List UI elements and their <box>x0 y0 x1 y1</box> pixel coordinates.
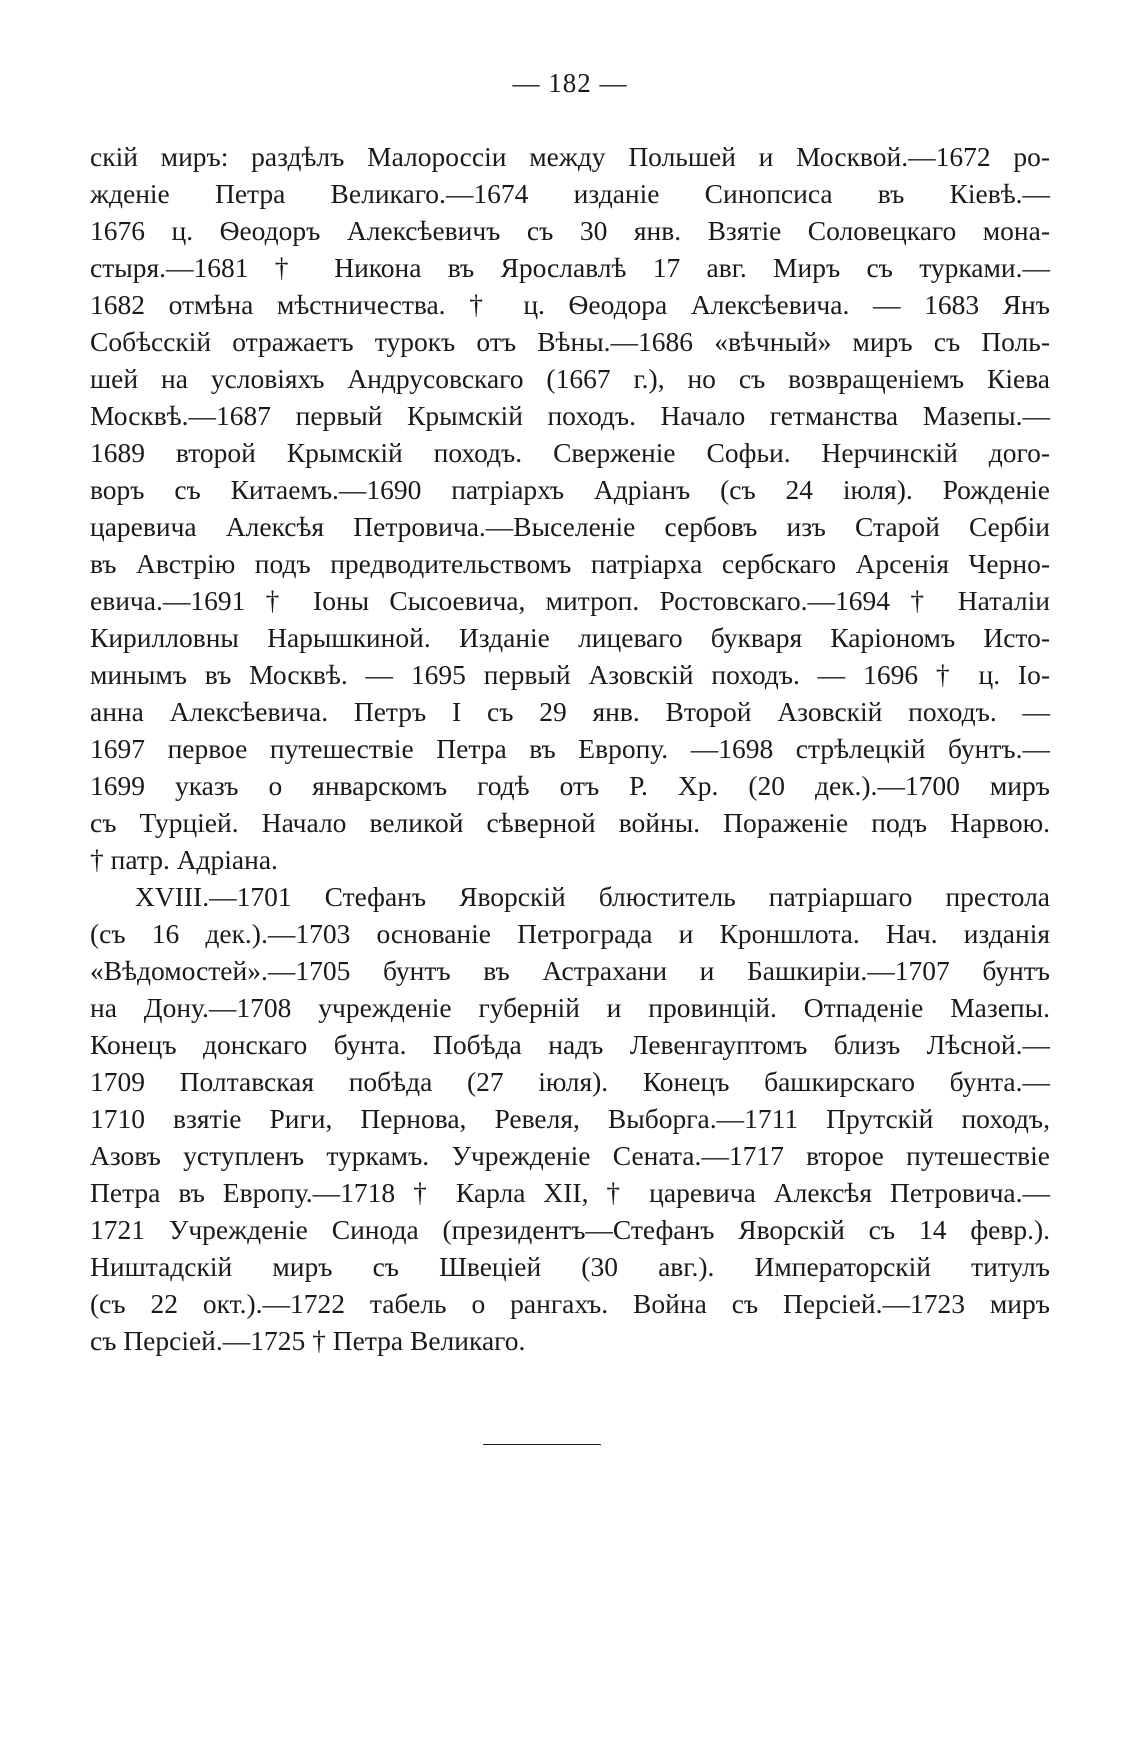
text-line: жденіе Петра Великаго.—1674 изданіе Синопсиса въ Кіевѣ.— <box>90 178 1050 209</box>
text-line: Кирилловны Нарышкиной. Изданіе лицеваго букваря Каріономъ Исто- <box>90 622 1050 653</box>
section-divider <box>483 1444 601 1445</box>
text-line: минымъ въ Москвѣ. — 1695 первый Азовскій походъ. — 1696 † ц. Іо- <box>90 659 1050 690</box>
text-line: Собѣсскій отражаетъ турокъ отъ Вѣны.—1686 «вѣчный» миръ съ Поль- <box>90 326 1050 357</box>
text-line: воръ съ Китаемъ.—1690 патріархъ Адріанъ (съ 24 іюля). Рожденіе <box>90 474 1050 505</box>
text-line: † патр. Адріана. <box>90 844 278 875</box>
text-line: 1699 указъ о январскомъ годѣ отъ Р. Хр. (20 дек.).—1700 миръ <box>90 770 1050 801</box>
text-line: Москвѣ.—1687 первый Крымскій походъ. Начало гетманства Мазепы.— <box>90 400 1050 431</box>
text-line: съ Турціей. Начало великой сѣверной войны. Пораженіе подъ Нарвою. <box>90 807 1050 838</box>
text-line: 1682 отмѣна мѣстничества. † ц. Ѳеодора Алексѣевича. — 1683 Янъ <box>90 289 1050 320</box>
text-line: (съ 22 окт.).—1722 табель о рангахъ. Война съ Персіей.—1723 миръ <box>90 1288 1050 1319</box>
page-number: — 182 — <box>512 68 628 98</box>
text-line: стыря.—1681 † Никона въ Ярославлѣ 17 авг. Миръ съ турками.— <box>90 252 1050 283</box>
text-line: Азовъ уступленъ туркамъ. Учрежденіе Сената.—1717 второе путешествіе <box>90 1140 1050 1171</box>
text-line: 1676 ц. Ѳеодоръ Алексѣевичъ съ 30 янв. Взятіе Соловецкаго мона- <box>90 215 1050 246</box>
text-line: 1709 Полтавская побѣда (27 іюля). Конецъ башкирскаго бунта.— <box>90 1066 1050 1097</box>
text-line: евича.—1691 † Іоны Сысоевича, митроп. Ростовскаго.—1694 † Наталіи <box>90 585 1050 616</box>
text-line: Ништадскій миръ съ Швеціей (30 авг.). Императорскій титулъ <box>90 1251 1050 1282</box>
text-line: Петра въ Европу.—1718 † Карла XII, † царевича Алексѣя Петровича.— <box>90 1177 1050 1208</box>
text-line: 1710 взятіе Риги, Пернова, Ревеля, Выборга.—1711 Прутскій походъ, <box>90 1103 1050 1134</box>
text-line: скій миръ: раздѣлъ Малороссіи между Польшей и Москвой.—1672 ро- <box>90 141 1050 172</box>
text-line: Конецъ донскаго бунта. Побѣда надъ Левенгауптомъ близъ Лѣсной.— <box>90 1029 1050 1060</box>
text-line: 1721 Учрежденіе Синода (президентъ—Стефанъ Яворскій съ 14 февр.). <box>90 1214 1050 1245</box>
chronology-text <box>90 138 1050 1359</box>
text-line: царевича Алексѣя Петровича.—Выселеніе сербовъ изъ Старой Сербіи <box>90 511 1050 542</box>
text-line: 1689 второй Крымскій походъ. Сверженіе Софьи. Нерчинскій дого- <box>90 437 1050 468</box>
text-line: (съ 16 дек.).—1703 основаніе Петрограда и Кроншлота. Нач. изданія <box>90 918 1050 949</box>
text-line: на Дону.—1708 учрежденіе губерній и провинцій. Отпаденіе Мазепы. <box>90 992 1050 1023</box>
text-line: 1697 первое путешествіе Петра въ Европу. —1698 стрѣлецкій бунтъ.— <box>90 733 1050 764</box>
text-line: XVIII.—1701 Стефанъ Яворскій блюститель патріаршаго престола <box>135 881 1050 912</box>
text-line: анна Алексѣевича. Петръ I съ 29 янв. Второй Азовскій походъ. — <box>90 696 1050 727</box>
text-line: въ Австрію подъ предводительствомъ патріарха сербскаго Арсенія Черно- <box>90 548 1050 579</box>
text-line: шей на условіяхъ Андрусовскаго (1667 г.), но съ возвращеніемъ Кіева <box>90 363 1050 394</box>
text-line: съ Персіей.—1725 † Петра Великаго. <box>90 1325 526 1356</box>
text-line: «Вѣдомостей».—1705 бунтъ въ Астрахани и Башкиріи.—1707 бунтъ <box>90 955 1050 986</box>
